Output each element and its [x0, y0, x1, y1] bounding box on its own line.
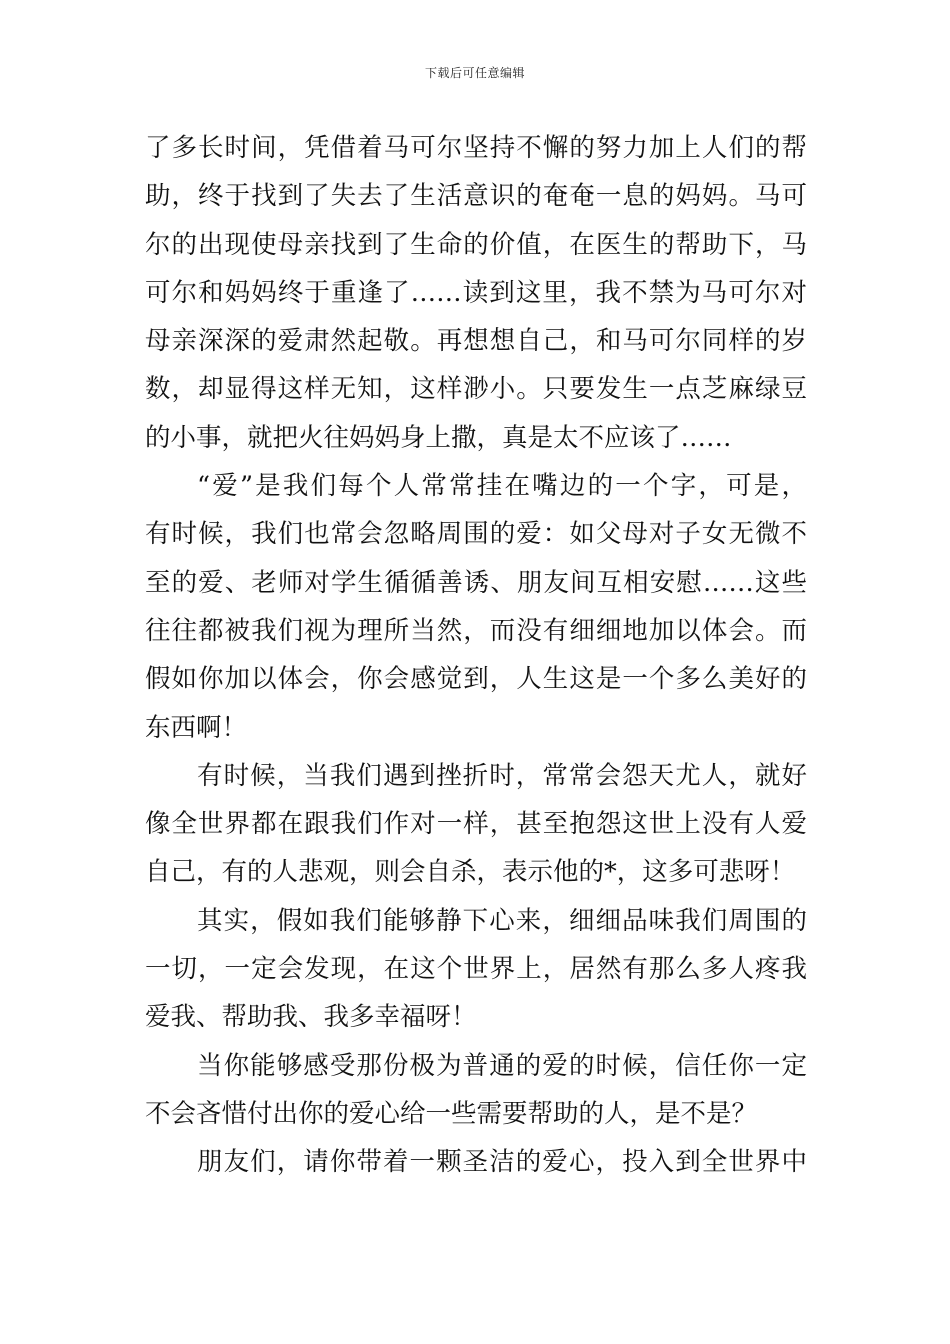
text-line: 像全世界都在跟我们作对一样，甚至抱怨这世上没有人爱 — [145, 809, 807, 840]
text-line: 了多长时间，凭借着马可尔坚持不懈的努力加上人们的帮 — [145, 133, 807, 163]
text-line: 有时候，当我们遇到挫折时，常常会怨天尤人，就好 — [197, 760, 807, 791]
text-line: 的小事，就把火往妈妈身上撒，真是太不应该了…… — [145, 422, 732, 453]
text-line: “爱”是我们每个人常常挂在嘴边的一个字，可是， — [197, 471, 807, 502]
text-line: 自己，有的人悲观，则会自杀，表示他的*，这多可悲呀！ — [145, 857, 796, 888]
text-line: 有时候，我们也常会忽略周围的爱：如父母对子女无微不 — [145, 519, 807, 550]
text-line: 一切，一定会发现，在这个世界上，居然有那么多人疼我 — [145, 954, 807, 985]
text-line: 朋友们，请你带着一颗圣洁的爱心，投入到全世界中 — [197, 1147, 807, 1178]
text-line: 助，终于找到了失去了生活意识的奄奄一息的妈妈。马可 — [145, 181, 807, 212]
text-line: 其实，假如我们能够静下心来，细细品味我们周围的 — [197, 905, 807, 936]
body-text — [145, 124, 807, 1187]
text-line: 不会吝惜付出你的爱心给一些需要帮助的人，是不是？ — [145, 1098, 758, 1129]
text-line: 东西啊！ — [145, 712, 248, 743]
text-line: 数，却显得这样无知，这样渺小。只要发生一点芝麻绿豆 — [145, 374, 807, 405]
page-header: 下载后可任意编辑 — [424, 66, 525, 80]
text-line: 尔的出现使母亲找到了生命的价值，在医生的帮助下，马 — [145, 229, 807, 260]
text-line: 母亲深深的爱肃然起敬。再想想自己，和马可尔同样的岁 — [145, 326, 807, 357]
text-line: 当你能够感受那份极为普通的爱的时候，信任你一定 — [197, 1050, 807, 1081]
text-line: 往往都被我们视为理所当然，而没有细细地加以体会。而 — [145, 615, 807, 646]
text-line: 假如你加以体会，你会感觉到，人生这是一个多么美好的 — [145, 664, 807, 695]
text-line: 可尔和妈妈终于重逢了……读到这里，我不禁为马可尔对 — [145, 277, 807, 308]
text-line: 爱我、帮助我、我多幸福呀！ — [145, 1002, 477, 1033]
text-line: 至的爱、老师对学生循循善诱、朋友间互相安慰……这些 — [145, 567, 807, 598]
